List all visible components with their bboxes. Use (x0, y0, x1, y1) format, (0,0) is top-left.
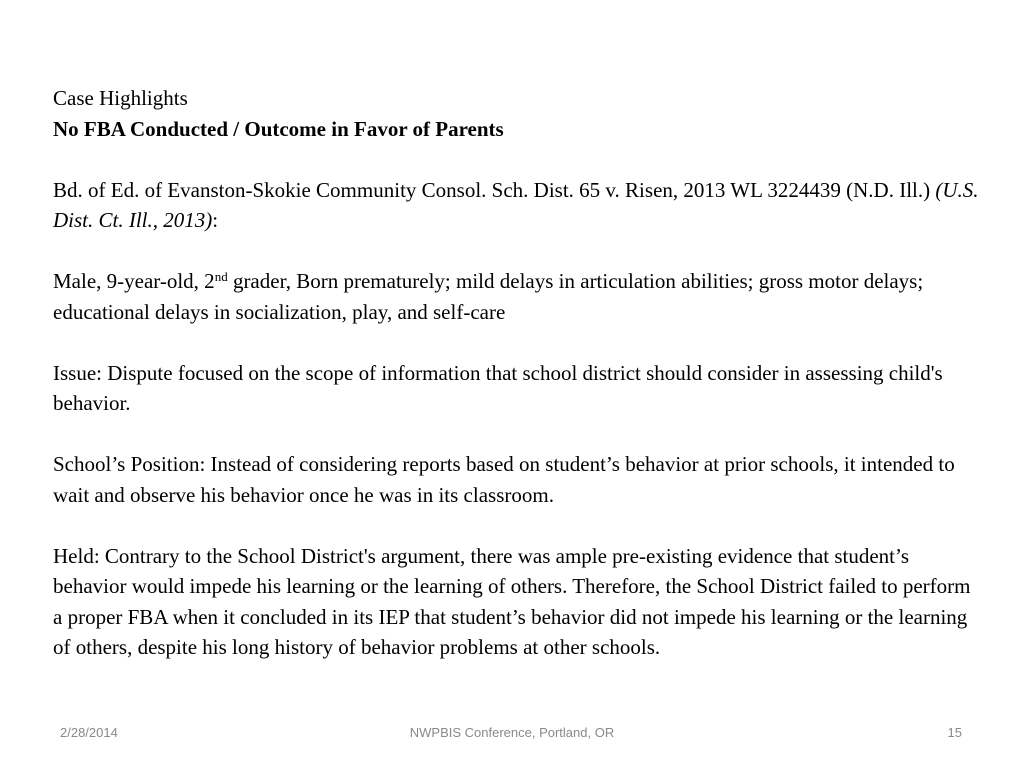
student-description (53, 266, 983, 327)
footer-date: 2/28/2014 (60, 725, 118, 740)
footer-page-number: 15 (947, 725, 962, 740)
held-paragraph: Held: Contrary to the School District's argument, there was ample pre-existing evidence that student’s behavior would impede his learning or the learning of others. Therefore, the School District failed to perform a proper FBA when it concluded in its IEP that student’s behavior did not impede his learning or the learning of others, despite his long history of behavior problems at other schools. (53, 543, 971, 659)
ordinal-superscript: nd (214, 269, 228, 284)
citation-main: Bd. of Ed. of Evanston-Skokie Community Consol. Sch. Dist. 65 v. Risen, 2013 WL 3224439 (N.D. Ill.) (53, 177, 936, 202)
spacer (53, 419, 983, 450)
student-rest: grader, Born prematurely; mild delays in articulation abilities; gross motor delays; educational delays in socialization, play, and self-care (53, 269, 924, 324)
spacer (53, 510, 983, 541)
issue-paragraph: Issue: Dispute focused on the scope of information that school district should consider in assessing child's behavior. (53, 360, 943, 415)
case-label: Case Highlights (53, 86, 188, 110)
student-prefix: Male, 9-year-old, 2 (53, 269, 215, 293)
slide-heading: No FBA Conducted / Outcome in Favor of Parents (53, 116, 504, 141)
citation-suffix: : (212, 208, 219, 232)
slide-body (53, 83, 983, 663)
school-position-paragraph: School’s Position: Instead of considering reports based on student’s behavior at prior schools, it intended to wait and observe his behavior once he was in its classroom. (53, 452, 955, 507)
spacer (53, 236, 983, 267)
footer-conference: NWPBIS Conference, Portland, OR (409, 725, 615, 740)
case-citation (53, 175, 983, 236)
spacer (53, 327, 983, 358)
spacer (53, 144, 983, 175)
citation-court: (U.S. Dist. Ct. Ill., 2013) (53, 177, 979, 232)
